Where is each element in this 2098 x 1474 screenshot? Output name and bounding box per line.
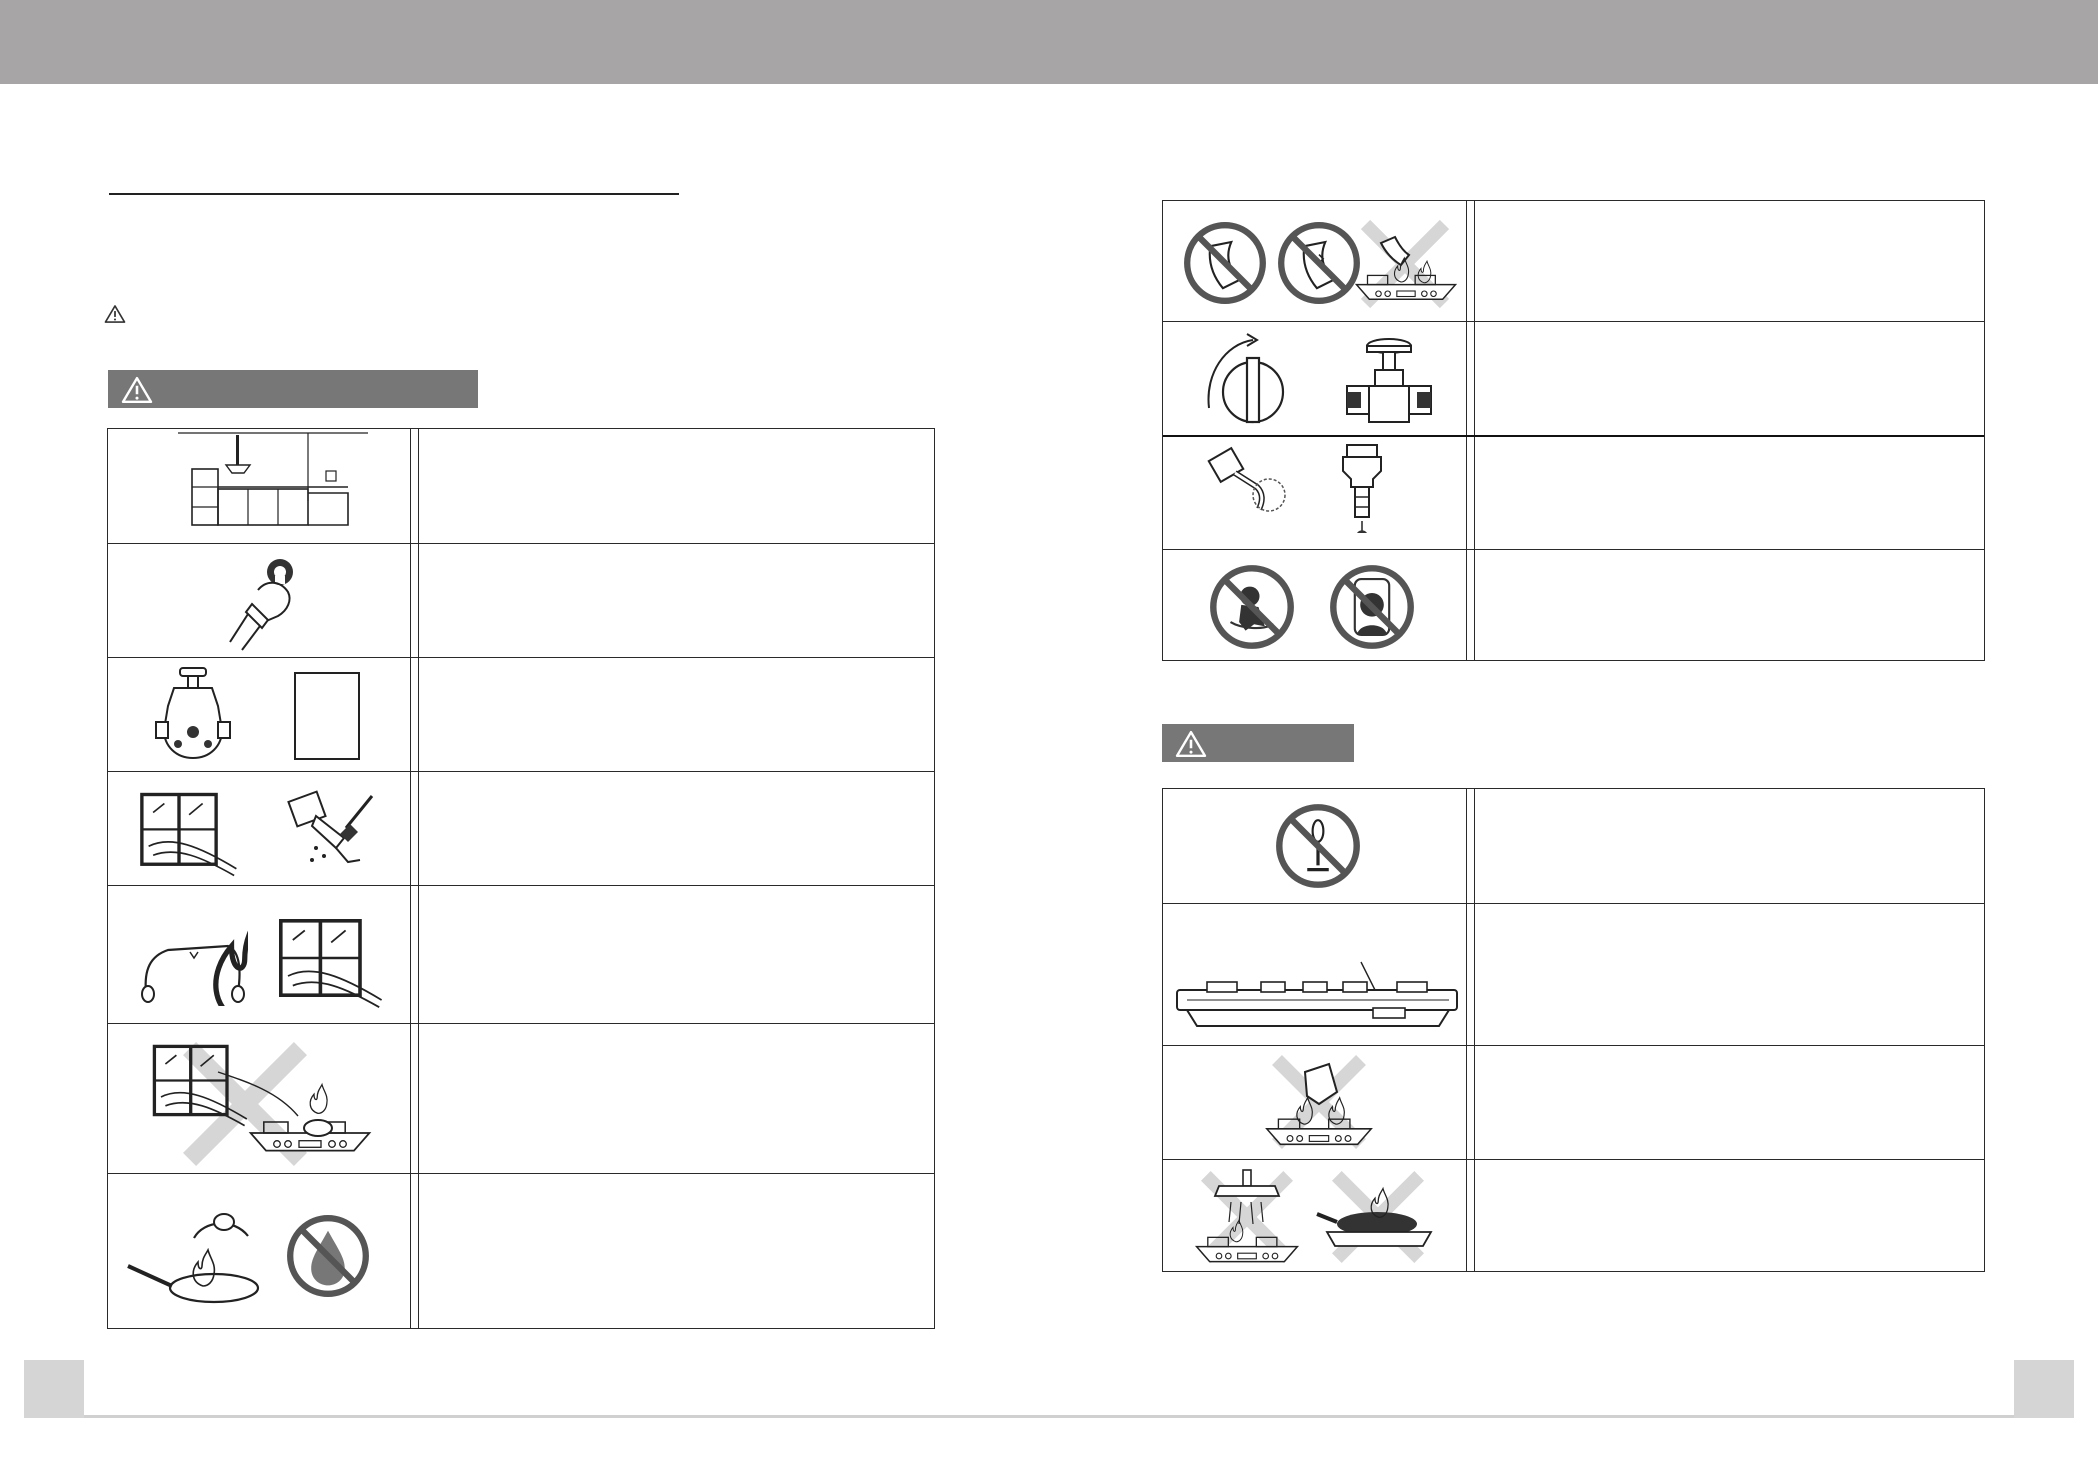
- table-row: [1163, 1159, 1984, 1273]
- no-cloth-over-burner-icon: [1259, 1052, 1379, 1152]
- no-damaged-hose-icon: [1183, 221, 1267, 305]
- left-warning-table: [107, 428, 935, 1329]
- table-row: [108, 543, 934, 657]
- brush-leak-test-icon: [286, 786, 386, 878]
- kitchen-illustration-icon: [178, 431, 368, 537]
- no-hose-on-burner-icon: [1351, 215, 1461, 315]
- no-open-window-flame-icon: [148, 1032, 378, 1168]
- table-row: [1163, 1045, 1984, 1159]
- warning-tag: [108, 370, 478, 408]
- table-row: [1163, 903, 1984, 1045]
- hand-wrench-icon: [218, 546, 328, 652]
- hose-end-icon: [1203, 443, 1303, 523]
- window-ventilation-icon: [128, 790, 248, 880]
- right-warning-table: [1162, 200, 1985, 661]
- right-caution-table: [1162, 788, 1985, 1272]
- table-row: [1163, 321, 1984, 435]
- no-child-icon: [1329, 564, 1415, 650]
- table-row: [108, 885, 934, 1023]
- table-row: [108, 1173, 934, 1330]
- page-marker-right: [2014, 1360, 2074, 1418]
- table-row: [1163, 789, 1984, 903]
- no-oversize-pan-icon: [1313, 1166, 1443, 1268]
- table-row: [1163, 201, 1984, 321]
- page-marker-left: [24, 1360, 84, 1418]
- caution-tag: [1162, 724, 1354, 762]
- no-water-icon: [286, 1214, 370, 1298]
- warning-triangle-icon: [120, 376, 154, 404]
- table-row: [108, 657, 934, 771]
- pan-fire-icon: [124, 1202, 274, 1312]
- knob-turn-icon: [1201, 330, 1291, 430]
- hose-connector-icon: [1333, 441, 1393, 545]
- gas-regulator-icon: [148, 666, 238, 766]
- hob-label-icon: [1173, 954, 1463, 1040]
- header-bar: [0, 0, 2098, 84]
- table-row: [1163, 435, 1984, 549]
- warning-triangle-icon: [1174, 730, 1208, 758]
- no-cracked-hose-icon: [1277, 221, 1361, 305]
- no-disassemble-icon: [1275, 803, 1361, 889]
- no-hood-flame-icon: [1187, 1166, 1307, 1268]
- window-ventilation-icon: [266, 916, 394, 1012]
- footer-line: [84, 1415, 2014, 1418]
- table-row: [108, 429, 934, 543]
- table-row: [1163, 549, 1984, 662]
- table-row: [108, 771, 934, 885]
- gas-valve-icon: [1339, 330, 1439, 430]
- no-child-play-icon: [1209, 564, 1295, 650]
- warning-triangle-icon: [104, 303, 126, 325]
- section-title-underline: [109, 193, 679, 195]
- table-row: [108, 1023, 934, 1173]
- gas-leak-fire-icon: [138, 896, 248, 1006]
- document-sheet-icon: [294, 672, 360, 760]
